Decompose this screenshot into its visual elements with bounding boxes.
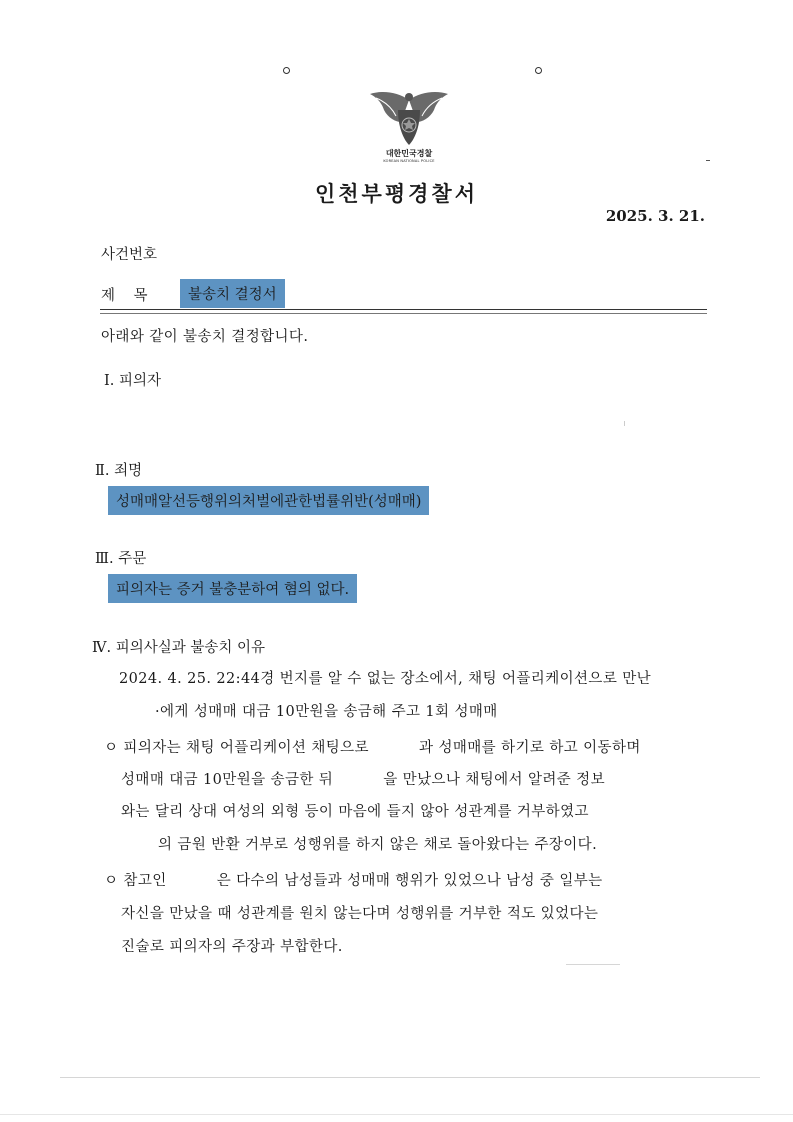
body-line: 와는 달리 상대 여성의 외형 등이 마음에 들지 않아 성관계를 거부하였고 [121,804,589,820]
divider [100,309,707,310]
body-line: 성매매 대금 10만원을 송금한 뒤 을 만났으나 채팅에서 알려준 정보 [121,772,605,788]
intro-text: 아래와 같이 불송치 결정합니다. [101,329,309,345]
body-line: ㅇ 참고인 은 다수의 남성들과 성매매 행위가 있었으나 남성 중 일부는 [104,873,603,889]
scan-line [60,1077,760,1078]
body-line: 의 금원 반환 거부로 성행위를 하지 않은 채로 돌아왔다는 주장이다. [158,837,598,853]
registration-mark-left [283,67,290,74]
divider [100,313,707,314]
body-line: ·에게 성매매 대금 10만원을 송금해 주고 1회 성매매 [155,704,498,720]
section-heading: Ⅲ. 주문 [95,551,147,567]
scan-line [0,1114,793,1115]
title-value: 불송치 결정서 [180,279,285,308]
title-label: 제 목 [101,288,148,304]
body-line: 진술로 피의자의 주장과 부합한다. [121,939,343,955]
section-heading: Ⅱ. 죄명 [95,463,143,479]
scan-speck [706,160,710,161]
case-number-label: 사건번호 [101,247,158,263]
registration-mark-right [535,67,542,74]
body-line: 자신을 만났을 때 성관계를 원치 않는다며 성행위를 거부한 적도 있었다는 [121,906,599,922]
scan-speck [624,421,625,426]
body-line: 2024. 4. 25. 22:44경 번지를 알 수 없는 장소에서, 채팅 어플리케이션으로 만난 [119,671,652,687]
section-heading: Ⅳ. 피의사실과 불송치 이유 [92,640,265,656]
document-date: 2025. 3. 21. [605,207,705,225]
emblem-text: 대한민국경찰 [385,149,433,158]
agency-title: 인천부평경찰서 [314,181,478,206]
emblem-subtext: KOREAN NATIONAL POLICE [383,159,435,163]
section-heading: Ⅰ. 피의자 [104,373,161,389]
body-line: ㅇ 피의자는 채팅 어플리케이션 채팅으로 과 성매매를 하기로 하고 이동하며 [104,740,641,756]
charge-value: 성매매알선등행위의처벌에관한법률위반(성매매) [108,486,429,515]
disposition-value: 피의자는 증거 불충분하여 혐의 없다. [108,574,357,603]
police-emblem-icon [368,88,450,148]
scan-line [566,964,620,965]
